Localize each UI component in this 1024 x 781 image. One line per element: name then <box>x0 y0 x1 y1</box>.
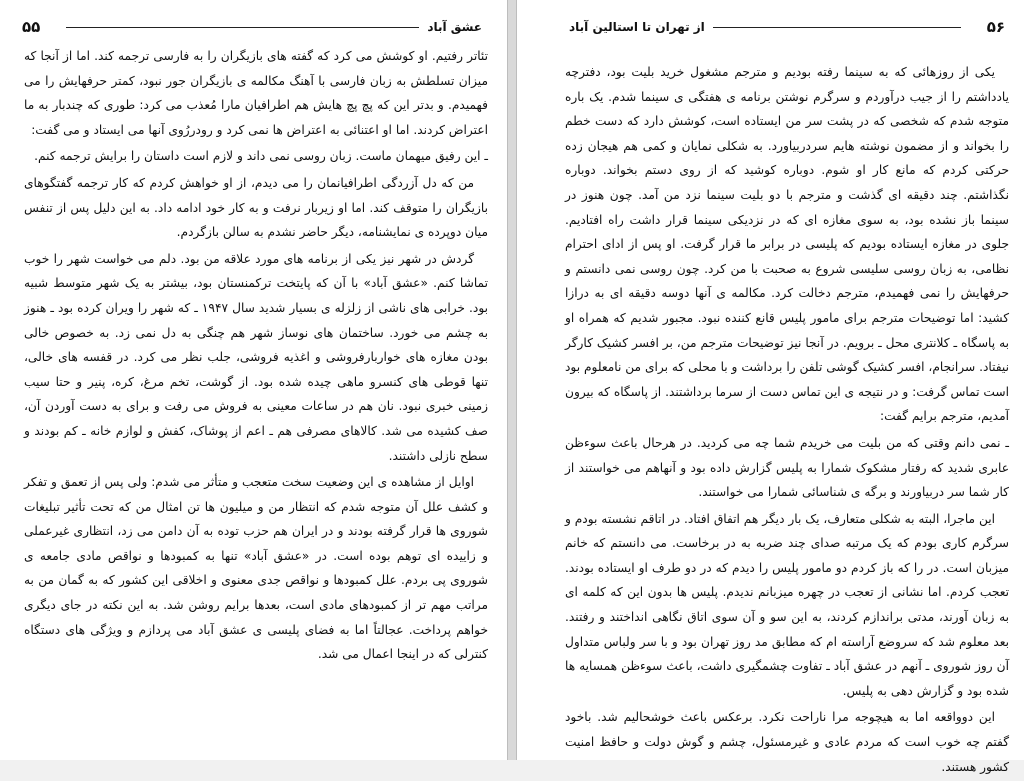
left-paragraph-4: گردش در شهر نیز یکی از برنامه های مورد علاقه من بود. دلم می خواست شهر را خوب تماشا کنم. «عشق آباد» با آن که پایتخت ترکمنستان بود، بیشتر به یک شهر متوسط شبیه بود. خرابی های ناشی از زلزله ی بسیار شدید سال ۱۹۴۷ ـ که شهر را ویران کرده بود ـ هنوز به چشم می خورد. ساختمان های نوساز شهر هم چنگی به دل نمی زد. به خصوص خالی بودن مغازه های خواربارفروشی و اغذیه فروشی، جلب نظر می کرد. در قفسه های خالی، تنها قوطی های کنسرو ماهی چیده شده بود. از گوشت، تخم مرغ، کره، پنیر و حتا سیب زمینی خبری نبود. نان هم در ساعات معینی به فروش می رفت و برای به دست آوردن آن، صف کشیده می شد. کالاهای مصرفی هم ـ اعم از پوشاک، کفش و لوازم خانه ـ کم بودند و سطح نازلی داشتند. <box>24 251 489 463</box>
right-paragraph-1: یکی از روزهائی که به سینما رفته بودیم و مترجم مشغول خرید بلیت بود، دفترچه یادداشتم را از جیب درآوردم و سرگرم نوشتن برنامه ی هفتگی ی سینما شدم. یک باره متوجه شدم که شخصی که در پشت سر من ایستاده است، کوشش دارد که دست خطم را بخواند و از مضمون نوشته هایم سردربیاورد. به شکلی نمایان و کمی هم هیجان زده حرکتی کردم که مانع کار او شوم. دوباره کوشید که از روی دستم بخواند. دوباره نگذاشتم. چند دقیقه ای گذشت و مترجم با دو بلیت سینما نزد من آمد. چون هنوز در سینما باز نشده بود، به سوی مغازه ای که در نزدیکی سینما قرار داشت راه افتادیم. جلوی در مغازه ایستاده بودیم که پلیسی در برابر ما قرار گرفت. او پس از ادای احترام نظامی، به زبان روسی سلیسی شروع به صحبت با من کرد. چون روسی نمی دانستم و حرفهایش را نمی فهمیدم، مترجم دخالت کرد. مکالمه ی آنها دوسه دقیقه ای به درازا کشید: اما توضیحات مترجم برای مامور پلیس قانع کننده نبود. مجبور شدیم که همراه او به پاسگاه ـ کلانتری محل ـ برویم. در آنجا نیز توضیحات مترجم من، بر افسر کشیک کارگر نیفتاد. سرانجام، افسر کشیک گوشی تلفن را برداشت و با محلی که برای من نامعلوم بود است تماس گرفت: و در نتیجه ی این تماس دست از سرما برداشتند. از پاسگاه که بیرون آمدیم، مترجم برایم گفت: <box>565 65 1009 424</box>
right-page-number: ۵۶ <box>986 18 1005 36</box>
left-page <box>0 0 508 760</box>
right-page-header <box>569 14 1005 40</box>
left-paragraph-3: من که دل آزردگی اطرافیانمان را می دیدم، از او خواهش کردم که کار ترجمه گفتگوهای بازیگران را متوقف کند. اما او زیربار نرفت و به کار خود ادامه داد. به این دلیل پس از تنفس میان دوپرده ی نمایشنامه، دیگر حاضر نشدم به سالن بازگردم. <box>24 175 488 240</box>
right-page <box>516 0 1024 774</box>
left-running-head: عشق آباد <box>427 20 482 34</box>
left-page-header <box>22 14 482 40</box>
left-page-body <box>24 44 488 669</box>
right-page-body <box>565 60 1009 781</box>
right-paragraph-3: این ماجرا، البته به شکلی متعارف، یک بار دیگر هم اتفاق افتاد. در اتاقم نشسته بودم و سرگرم کاری بودم که یک مرتبه صدای چند ضربه به در برخاست. می دانستم که خانم میزبان است. در را که باز کردم دو مامور پلیس را دیدم که در دو طرف او ایستاده بودند. تعجب کردم. اما نشانی از تعجب در چهره میزبانم ندیدم. پلیس ها بدون این که کلمه ای به زبان آورند، مدتی براندازم کردند، به این سو و آن سوی اتاق نگاهی انداختند و رفتند. بعد معلوم شد که سروضع آراسته ام که مطابق مد روز تهران بود و با سر ولباس متداول آن روز شوروی ـ آنهم در عشق آباد ـ تفاوت چشمگیری داشت، باعث سوءظن همسایه ها شده بود و گزارش دهی به پلیس. <box>565 511 1009 698</box>
left-header-rule <box>66 27 419 28</box>
right-header-rule <box>713 27 961 28</box>
left-page-number: ۵۵ <box>22 18 41 36</box>
left-paragraph-1: تئاتر رفتیم. او کوشش می کرد که گفته های بازیگران را به فارسی ترجمه کند. اما از آنجا که میزان تسلطش به زبان فارسی با آهنگ مکالمه ی بازیگران جور نبود، کمتر حرفهایش را می فهمیدم. و بدتر این که پچ پچ هایش هم اطرافیان مارا مُعذب می کرد: طوری که چندبار به ما اعتراض کردند. اما او اعتنائی به اعتراض ها نمی کرد و رودررُوی آنها می ایستاد و می گفت: <box>24 49 488 137</box>
right-paragraph-4: این دوواقعه اما به هیچوجه مرا ناراحت نکرد. برعکس باعث خوشحالیم شد. باخود گفتم چه خوب است که مردم عادی و غیرمسئول، چشم و گوش دولت و حافظ امنیت کشور هستند. <box>565 710 1009 774</box>
right-running-head: از تهران تا استالین آباد <box>569 20 705 34</box>
left-paragraph-5: اوایل از مشاهده ی این وضعیت سخت متعجب و متأثر می شدم: ولی پس از تعمق و تفکر و کشف علل آن متوجه شدم که انتظار من و میلیون ها تن امثال من که تحت تأثیر تبلیغات شوروی ها قرار گرفته بودند و در ایران هم حزب توده به آن دامن می زد، انتظاری غیرعملی و زاییده ای توهم بوده است. در «عشق آباد» تنها به کمبودها و نواقص مادی جامعه ی شوروی پی بردم. علل کمبودها و نواقص جدی معنوی و اخلاقی این کشور که به گمان من به مراتب مهم تر از کمبودهای مادی است، بعدها برایم روشن شد. به این نکته در جای دیگری خواهم پرداخت. عجالتاً اما به فضای پلیسی ی عشق آباد می پردازم و ویژگی های دستگاه کنترلی که در اینجا اعمال می شد. <box>24 475 488 662</box>
right-paragraph-2: ـ نمی دانم وقتی که من بلیت می خریدم شما چه می کردید. در هرحال باعث سوءظن عابری شدید که رفتار مشکوک شمارا به پلیس گزارش داده بود و آنهاهم می خواستند از کار شما سر دربیاورند و برگه ی شناسائی شمارا می خواستند. <box>565 435 1009 500</box>
book-gutter <box>508 0 516 760</box>
left-paragraph-2: ـ این رفیق میهمان ماست. زبان روسی نمی داند و لازم است داستان را برایش ترجمه کنم. <box>34 149 488 164</box>
